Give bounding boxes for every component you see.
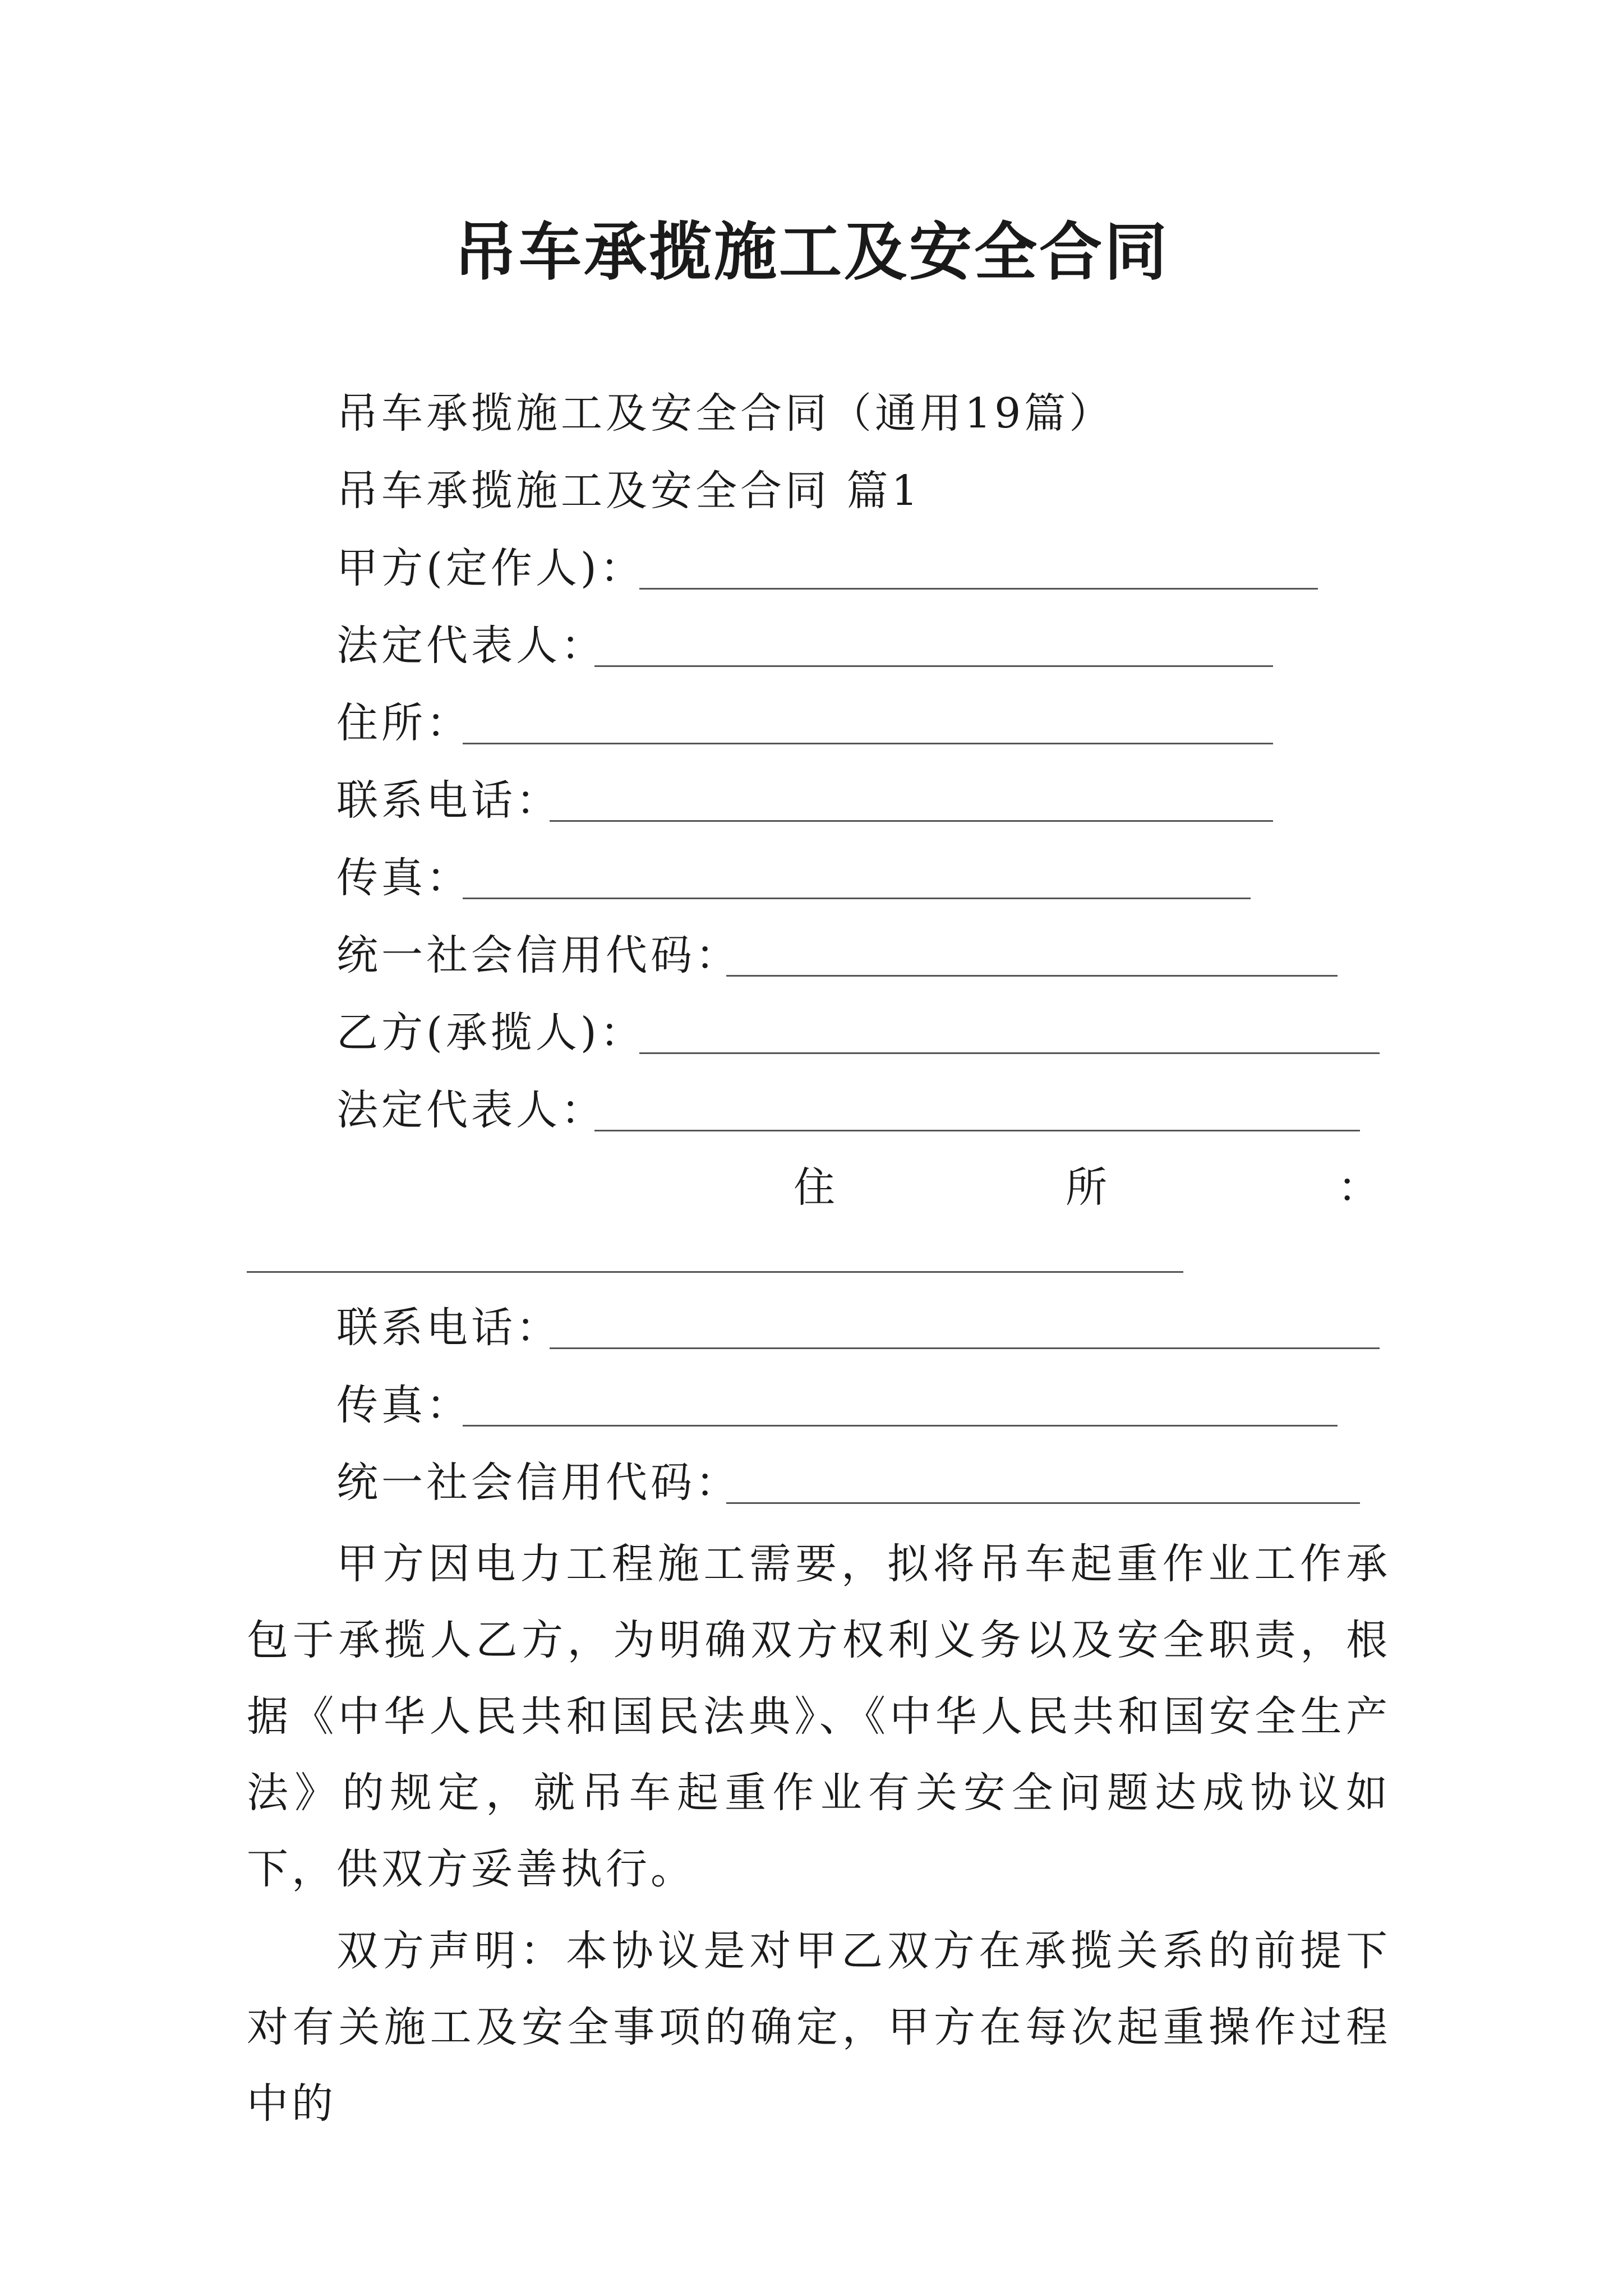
paragraph-intro: 甲方因电力工程施工需要，拟将吊车起重作业工作承包于承揽人乙方，为明确双方权利义务以及安全职责，根据《中华人民共和国民法典》、《中华人民共和国安全生产法》的规定，就吊车起重作业有关安全问题达成协议如下，供双方妥善执行。 <box>247 1540 1391 1893</box>
party-b-address-char-1: 住 <box>794 1163 835 1212</box>
party-b-address-char-2: 所 <box>1066 1163 1107 1212</box>
party-b-name-field[interactable] <box>639 1052 1380 1054</box>
party-a-address-label: 住所： <box>336 699 471 747</box>
party-b-phone-field[interactable] <box>550 1347 1380 1349</box>
party-b-legal-rep-label: 法定代表人： <box>336 1086 606 1134</box>
party-b-address-colon: ： <box>1338 1163 1379 1212</box>
party-a-phone-field[interactable] <box>550 820 1273 822</box>
party-a-legal-rep-field[interactable] <box>594 665 1273 667</box>
party-a-address-field[interactable] <box>463 743 1273 744</box>
party-b-name-label: 乙方(承揽人)： <box>336 1009 645 1057</box>
document-title: 吊车承揽施工及安全合同 <box>454 215 1169 289</box>
party-a-phone-label: 联系电话： <box>336 776 561 825</box>
party-a-name-label: 甲方(定作人)： <box>336 544 645 592</box>
party-b-credit-code-field[interactable] <box>726 1502 1360 1504</box>
paragraph-declaration: 双方声明：本协议是对甲乙双方在承揽关系的前提下对有关施工及安全事项的确定，甲方在每次起重操作过程中的 <box>247 1927 1391 2128</box>
document-subtitle: 吊车承揽施工及安全合同（通用19篇） <box>336 389 1114 438</box>
party-b-fax-field[interactable] <box>463 1425 1338 1427</box>
party-a-credit-code-label: 统一社会信用代码： <box>336 931 740 979</box>
party-b-address-field[interactable] <box>247 1271 1183 1273</box>
party-a-legal-rep-label: 法定代表人： <box>336 622 606 670</box>
party-a-credit-code-field[interactable] <box>726 975 1338 977</box>
party-b-fax-label: 传真： <box>336 1381 471 1429</box>
section-heading: 吊车承揽施工及安全合同 篇1 <box>336 467 921 515</box>
party-b-legal-rep-field[interactable] <box>594 1130 1360 1131</box>
party-b-phone-label: 联系电话： <box>336 1304 561 1352</box>
party-a-fax-field[interactable] <box>463 898 1251 899</box>
party-b-credit-code-label: 统一社会信用代码： <box>336 1458 740 1507</box>
party-a-name-field[interactable] <box>639 588 1318 590</box>
party-a-fax-label: 传真： <box>336 854 471 902</box>
